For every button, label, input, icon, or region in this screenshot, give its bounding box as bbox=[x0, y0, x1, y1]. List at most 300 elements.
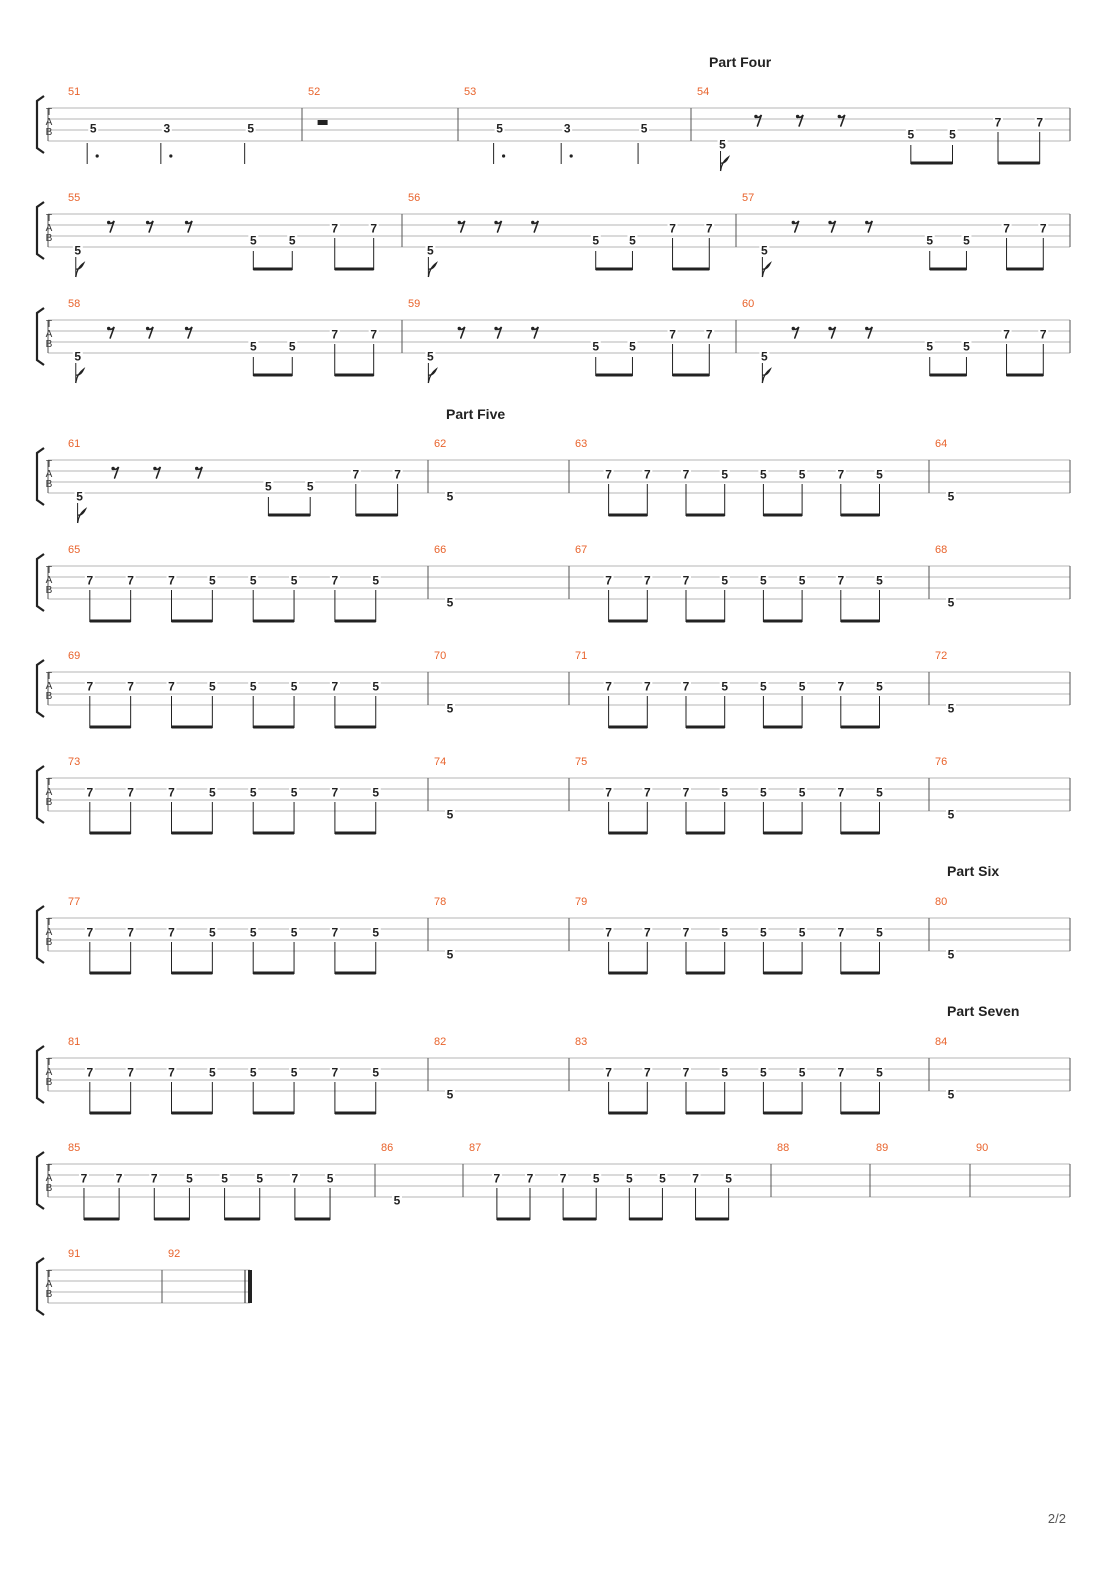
tab-clef-letter: B bbox=[45, 233, 53, 244]
fret-number: 5 bbox=[947, 701, 955, 716]
measure bbox=[68, 756, 381, 835]
eighth-rest-dot bbox=[111, 467, 114, 470]
beam bbox=[268, 514, 310, 517]
beam bbox=[335, 620, 376, 623]
tab-clef-letter: A bbox=[45, 1279, 53, 1290]
beam bbox=[563, 1218, 596, 1221]
fret-number: 5 bbox=[209, 679, 216, 694]
beam bbox=[253, 268, 292, 271]
measure bbox=[575, 1036, 885, 1115]
fret-number: 5 bbox=[249, 1065, 257, 1080]
fret-number: 7 bbox=[370, 221, 378, 236]
fret-number: 7 bbox=[643, 925, 651, 940]
fret-number: 5 bbox=[721, 679, 729, 694]
tab-clef-letter: A bbox=[45, 927, 53, 938]
fret-number: 7 bbox=[559, 1171, 567, 1186]
beam bbox=[609, 726, 648, 729]
beam bbox=[253, 832, 294, 835]
beam bbox=[172, 620, 213, 623]
fret-number: 5 bbox=[249, 785, 257, 800]
beam bbox=[686, 514, 725, 517]
beam bbox=[90, 620, 131, 623]
fret-number: 7 bbox=[669, 327, 676, 342]
fret-number: 7 bbox=[394, 467, 401, 482]
fret-number: 5 bbox=[209, 1065, 216, 1080]
note-flag-icon bbox=[428, 369, 436, 383]
beam bbox=[596, 268, 633, 271]
fret-number: 7 bbox=[127, 925, 134, 940]
beam bbox=[686, 726, 725, 729]
eighth-rest-dot bbox=[531, 327, 534, 330]
beam bbox=[609, 832, 648, 835]
fret-number: 7 bbox=[705, 221, 713, 236]
eighth-rest-dot bbox=[828, 221, 831, 224]
fret-number: 7 bbox=[682, 925, 690, 940]
beam bbox=[335, 1112, 376, 1115]
fret-number: 5 bbox=[288, 339, 296, 354]
beam bbox=[90, 972, 131, 975]
fret-number: 5 bbox=[876, 573, 883, 588]
fret-number: 5 bbox=[876, 925, 883, 940]
fret-number: 7 bbox=[86, 785, 94, 800]
fret-number: 5 bbox=[427, 243, 434, 258]
fret-number: 5 bbox=[446, 807, 454, 822]
note-flag-icon bbox=[76, 263, 84, 277]
fret-number: 7 bbox=[86, 573, 94, 588]
measure bbox=[777, 1142, 789, 1154]
fret-number: 7 bbox=[1003, 221, 1010, 236]
fret-number: 7 bbox=[168, 573, 175, 588]
fret-number: 7 bbox=[168, 925, 175, 940]
beam bbox=[253, 1112, 294, 1115]
fret-number: 7 bbox=[837, 925, 845, 940]
tab-clef-letter: B bbox=[45, 937, 53, 948]
fret-number: 5 bbox=[446, 1087, 454, 1102]
fret-number: 7 bbox=[705, 327, 713, 342]
fret-number: 7 bbox=[127, 679, 134, 694]
fret-number: 5 bbox=[496, 121, 503, 136]
measure-number: 67 bbox=[575, 544, 588, 556]
fret-number: 7 bbox=[331, 573, 339, 588]
beam bbox=[90, 726, 131, 729]
fret-number: 5 bbox=[372, 785, 380, 800]
fret-number: 7 bbox=[493, 1171, 501, 1186]
measure bbox=[68, 438, 403, 523]
system-bracket bbox=[37, 660, 44, 717]
fret-number: 7 bbox=[115, 1171, 123, 1186]
eighth-rest-dot bbox=[185, 221, 188, 224]
beam bbox=[841, 972, 880, 975]
tab-clef-letter: B bbox=[45, 585, 53, 596]
fret-number: 5 bbox=[629, 233, 636, 248]
fret-number: 5 bbox=[306, 479, 314, 494]
beam bbox=[253, 726, 294, 729]
fret-number: 5 bbox=[907, 127, 915, 142]
fret-number: 7 bbox=[994, 115, 1002, 130]
final-barline bbox=[248, 1270, 252, 1303]
beam bbox=[763, 726, 802, 729]
fret-number: 5 bbox=[798, 1065, 806, 1080]
beam bbox=[172, 1112, 213, 1115]
measure-number: 79 bbox=[575, 896, 588, 908]
beam bbox=[1007, 374, 1044, 377]
fret-number: 7 bbox=[352, 467, 360, 482]
tab-clef-letter: T bbox=[45, 107, 53, 118]
fret-number: 7 bbox=[605, 679, 612, 694]
fret-number: 5 bbox=[760, 785, 767, 800]
note-flag-icon bbox=[762, 369, 770, 383]
measure bbox=[575, 544, 885, 623]
fret-number: 5 bbox=[760, 467, 767, 482]
fret-number: 7 bbox=[837, 785, 845, 800]
fret-number: 5 bbox=[947, 947, 955, 962]
section-title: Part Five bbox=[446, 406, 506, 422]
measure bbox=[408, 298, 714, 383]
tab-clef-letter: T bbox=[45, 1057, 53, 1068]
measure-number: 55 bbox=[68, 192, 81, 204]
eighth-rest-dot bbox=[146, 221, 149, 224]
tab-system bbox=[37, 756, 1070, 835]
measure-number: 74 bbox=[434, 756, 447, 768]
fret-number: 5 bbox=[926, 339, 934, 354]
measure bbox=[742, 192, 1048, 277]
fret-number: 5 bbox=[926, 233, 934, 248]
tab-clef-letter: B bbox=[45, 339, 53, 350]
eighth-rest-dot bbox=[107, 221, 110, 224]
beam bbox=[763, 620, 802, 623]
fret-number: 7 bbox=[605, 573, 612, 588]
eighth-rest-dot bbox=[458, 327, 461, 330]
fret-number: 5 bbox=[719, 137, 726, 152]
beam bbox=[335, 374, 374, 377]
beam bbox=[1007, 268, 1044, 271]
beam bbox=[356, 514, 398, 517]
fret-number: 7 bbox=[837, 1065, 845, 1080]
tab-clef-letter: B bbox=[45, 127, 53, 138]
system-bracket bbox=[37, 1046, 44, 1103]
beam bbox=[686, 620, 725, 623]
eighth-rest-dot bbox=[792, 221, 795, 224]
fret-number: 7 bbox=[643, 785, 651, 800]
fret-number: 5 bbox=[249, 339, 257, 354]
system-bracket bbox=[37, 766, 44, 823]
eighth-rest-dot bbox=[494, 327, 497, 330]
fret-number: 7 bbox=[605, 1065, 612, 1080]
beam bbox=[295, 1218, 330, 1221]
fret-number: 5 bbox=[372, 925, 380, 940]
tab-clef-letter: A bbox=[45, 117, 53, 128]
measure-number: 88 bbox=[777, 1142, 790, 1154]
fret-number: 5 bbox=[760, 573, 767, 588]
fret-number: 7 bbox=[168, 679, 175, 694]
tab-system bbox=[37, 54, 1070, 171]
fret-number: 5 bbox=[761, 243, 768, 258]
fret-number: 5 bbox=[290, 785, 298, 800]
fret-number: 7 bbox=[1039, 221, 1047, 236]
fret-number: 7 bbox=[669, 221, 676, 236]
beam bbox=[686, 1112, 725, 1115]
fret-number: 5 bbox=[640, 121, 648, 136]
measure bbox=[68, 544, 381, 623]
fret-number: 5 bbox=[947, 489, 955, 504]
fret-number: 5 bbox=[798, 573, 806, 588]
fret-number: 5 bbox=[592, 233, 600, 248]
beam bbox=[609, 620, 648, 623]
fret-number: 5 bbox=[721, 1065, 729, 1080]
tab-system bbox=[37, 192, 1070, 277]
dot-icon bbox=[169, 154, 172, 157]
tab-system bbox=[37, 544, 1070, 623]
fret-number: 7 bbox=[837, 467, 845, 482]
measure bbox=[68, 1036, 381, 1115]
fret-number: 5 bbox=[798, 679, 806, 694]
measure-number: 68 bbox=[935, 544, 948, 556]
eighth-rest-dot bbox=[792, 327, 795, 330]
fret-number: 5 bbox=[947, 807, 955, 822]
fret-number: 7 bbox=[643, 679, 651, 694]
beam bbox=[154, 1218, 189, 1221]
fret-number: 7 bbox=[370, 327, 378, 342]
beam bbox=[686, 832, 725, 835]
eighth-rest-dot bbox=[146, 327, 149, 330]
fret-number: 5 bbox=[372, 573, 380, 588]
beam bbox=[841, 726, 880, 729]
eighth-rest-dot bbox=[458, 221, 461, 224]
measure bbox=[68, 1248, 80, 1260]
tab-system bbox=[37, 1142, 1070, 1221]
measure-number: 69 bbox=[68, 650, 81, 662]
fret-number: 5 bbox=[760, 679, 767, 694]
measure-number: 80 bbox=[935, 896, 948, 908]
measure-number: 52 bbox=[308, 86, 321, 98]
fret-number: 5 bbox=[288, 233, 296, 248]
system-bracket bbox=[37, 1152, 44, 1209]
measure-number: 92 bbox=[168, 1248, 181, 1260]
fret-number: 5 bbox=[760, 1065, 767, 1080]
fret-number: 3 bbox=[163, 121, 171, 136]
fret-number: 5 bbox=[761, 349, 768, 364]
fret-number: 5 bbox=[209, 925, 216, 940]
eighth-rest-dot bbox=[796, 115, 799, 118]
beam bbox=[253, 620, 294, 623]
dot-icon bbox=[502, 154, 505, 157]
fret-number: 5 bbox=[249, 573, 257, 588]
tab-system bbox=[37, 298, 1070, 383]
fret-number: 5 bbox=[725, 1171, 732, 1186]
tab-clef-letter: A bbox=[45, 329, 53, 340]
tab-clef-letter: T bbox=[45, 1269, 53, 1280]
measure-number: 73 bbox=[68, 756, 81, 768]
fret-number: 5 bbox=[963, 233, 970, 248]
fret-number: 5 bbox=[592, 339, 600, 354]
measure-number: 66 bbox=[434, 544, 447, 556]
beam bbox=[225, 1218, 260, 1221]
tab-clef-letter: T bbox=[45, 459, 53, 470]
measure-number: 53 bbox=[464, 86, 477, 98]
fret-number: 5 bbox=[947, 595, 955, 610]
fret-number: 7 bbox=[168, 785, 175, 800]
fret-number: 7 bbox=[682, 1065, 690, 1080]
fret-number: 7 bbox=[86, 925, 94, 940]
section-title: Part Four bbox=[709, 54, 772, 70]
tab-clef-letter: A bbox=[45, 223, 53, 234]
section-title: Part Six bbox=[947, 863, 1000, 879]
tab-clef-letter: A bbox=[45, 787, 53, 798]
measure bbox=[976, 1142, 988, 1154]
fret-number: 5 bbox=[876, 1065, 883, 1080]
fret-number: 5 bbox=[209, 785, 216, 800]
section-title: Part Seven bbox=[947, 1003, 1020, 1019]
beam bbox=[930, 268, 967, 271]
measure-number: 61 bbox=[68, 438, 81, 450]
measure bbox=[575, 438, 885, 517]
fret-number: 7 bbox=[643, 467, 651, 482]
fret-number: 7 bbox=[643, 1065, 651, 1080]
tab-system bbox=[37, 1003, 1070, 1115]
beam bbox=[497, 1218, 530, 1221]
beam bbox=[172, 832, 213, 835]
fret-number: 5 bbox=[721, 925, 729, 940]
system-bracket bbox=[37, 554, 44, 611]
dot-icon bbox=[570, 154, 573, 157]
fret-number: 5 bbox=[721, 785, 729, 800]
fret-number: 5 bbox=[592, 1171, 600, 1186]
system-bracket bbox=[37, 1258, 44, 1315]
fret-number: 5 bbox=[186, 1171, 193, 1186]
tab-clef-letter: T bbox=[45, 213, 53, 224]
fret-number: 5 bbox=[249, 233, 257, 248]
tab-clef-letter: A bbox=[45, 681, 53, 692]
fret-number: 5 bbox=[629, 339, 636, 354]
measure-number: 70 bbox=[434, 650, 447, 662]
whole-rest-icon bbox=[318, 120, 328, 125]
fret-number: 5 bbox=[249, 679, 257, 694]
beam bbox=[841, 620, 880, 623]
measure bbox=[68, 192, 379, 277]
dot-icon bbox=[96, 154, 99, 157]
eighth-rest-dot bbox=[494, 221, 497, 224]
fret-number: 7 bbox=[526, 1171, 534, 1186]
eighth-rest-dot bbox=[754, 115, 757, 118]
measure-number: 60 bbox=[742, 298, 755, 310]
fret-number: 5 bbox=[89, 121, 97, 136]
fret-number: 7 bbox=[682, 785, 690, 800]
tab-system bbox=[37, 650, 1070, 729]
system-bracket bbox=[37, 906, 44, 963]
beam bbox=[763, 1112, 802, 1115]
beam bbox=[673, 374, 710, 377]
beam bbox=[335, 726, 376, 729]
fret-number: 5 bbox=[249, 925, 257, 940]
tab-clef-letter: A bbox=[45, 1173, 53, 1184]
measure-number: 54 bbox=[697, 86, 710, 98]
measure bbox=[876, 1142, 888, 1154]
page-number: 2/2 bbox=[1047, 1511, 1066, 1526]
fret-number: 5 bbox=[209, 573, 216, 588]
tab-clef-letter: B bbox=[45, 1183, 53, 1194]
beam bbox=[998, 162, 1040, 165]
fret-number: 7 bbox=[168, 1065, 175, 1080]
beam bbox=[90, 832, 131, 835]
beam bbox=[763, 514, 802, 517]
measure-number: 62 bbox=[434, 438, 447, 450]
fret-number: 5 bbox=[290, 925, 298, 940]
beam bbox=[172, 972, 213, 975]
beam bbox=[841, 1112, 880, 1115]
measure-number: 59 bbox=[408, 298, 421, 310]
measure-number: 82 bbox=[434, 1036, 447, 1048]
tab-clef-letter: T bbox=[45, 671, 53, 682]
tab-clef-letter: T bbox=[45, 565, 53, 576]
beam bbox=[930, 374, 967, 377]
fret-number: 5 bbox=[876, 679, 883, 694]
fret-number: 5 bbox=[290, 1065, 298, 1080]
measure-number: 87 bbox=[469, 1142, 482, 1154]
measure-number: 63 bbox=[575, 438, 588, 450]
fret-number: 5 bbox=[76, 489, 83, 504]
fret-number: 5 bbox=[721, 573, 729, 588]
fret-number: 5 bbox=[760, 925, 767, 940]
beam bbox=[763, 832, 802, 835]
eighth-rest-dot bbox=[195, 467, 198, 470]
fret-number: 7 bbox=[127, 573, 134, 588]
measure-number: 72 bbox=[935, 650, 948, 662]
measure bbox=[168, 1248, 180, 1260]
fret-number: 7 bbox=[86, 679, 94, 694]
measure-number: 78 bbox=[434, 896, 447, 908]
fret-number: 5 bbox=[798, 785, 806, 800]
beam bbox=[253, 374, 292, 377]
beam bbox=[335, 832, 376, 835]
measure-number: 65 bbox=[68, 544, 81, 556]
fret-number: 7 bbox=[1036, 115, 1044, 130]
measure-number: 81 bbox=[68, 1036, 81, 1048]
measure bbox=[742, 298, 1048, 383]
fret-number: 5 bbox=[446, 595, 454, 610]
measure bbox=[575, 756, 885, 835]
fret-number: 5 bbox=[446, 489, 454, 504]
beam bbox=[172, 726, 213, 729]
measure bbox=[469, 1142, 734, 1221]
fret-number: 5 bbox=[393, 1193, 401, 1208]
fret-number: 5 bbox=[290, 679, 298, 694]
note-flag-icon bbox=[428, 263, 436, 277]
fret-number: 7 bbox=[605, 785, 612, 800]
beam bbox=[696, 1218, 729, 1221]
note-flag-icon bbox=[721, 157, 729, 171]
measure bbox=[68, 298, 379, 383]
fret-number: 5 bbox=[798, 925, 806, 940]
note-flag-icon bbox=[76, 369, 84, 383]
fret-number: 7 bbox=[331, 785, 339, 800]
fret-number: 7 bbox=[682, 679, 690, 694]
tab-system bbox=[37, 406, 1070, 523]
fret-number: 5 bbox=[876, 467, 883, 482]
fret-number: 5 bbox=[256, 1171, 264, 1186]
tab-clef-letter: A bbox=[45, 469, 53, 480]
fret-number: 5 bbox=[625, 1171, 633, 1186]
beam bbox=[763, 972, 802, 975]
fret-number: 5 bbox=[372, 1065, 380, 1080]
measure-number: 90 bbox=[976, 1142, 989, 1154]
fret-number: 5 bbox=[74, 243, 82, 258]
fret-number: 7 bbox=[682, 467, 690, 482]
tab-clef-letter: B bbox=[45, 479, 53, 490]
beam bbox=[841, 514, 880, 517]
fret-number: 5 bbox=[221, 1171, 228, 1186]
beam bbox=[609, 972, 648, 975]
system-bracket bbox=[37, 202, 44, 259]
